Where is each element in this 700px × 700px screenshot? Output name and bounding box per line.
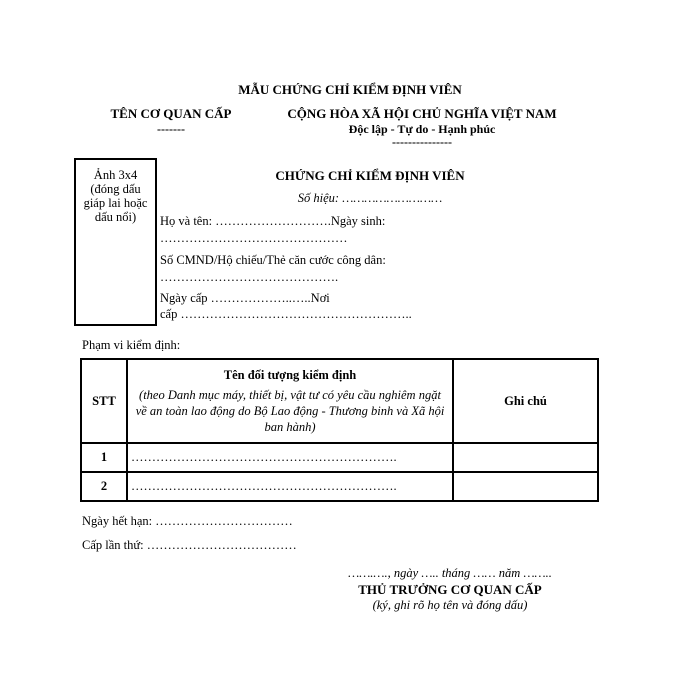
issue-count-field: Cấp lần thứ: ……………………………… <box>82 538 297 552</box>
issue-date-field: Ngày cấp ………………..…..Nơi <box>160 291 330 305</box>
full-name-field: Họ và tên: ……………………….Ngày sinh: <box>160 214 386 228</box>
issuer-name: TÊN CƠ QUAN CẤP <box>110 106 232 121</box>
photo-box-line: giáp lai hoặc <box>83 196 148 210</box>
nation-divider: --------------- <box>392 135 452 149</box>
scope-label: Phạm vi kiểm định: <box>82 338 181 352</box>
row-stt: 2 <box>81 472 127 501</box>
row-object: ………………………………………………………. <box>127 472 453 501</box>
table-row <box>81 443 598 472</box>
signer-title: THỦ TRƯỞNG CƠ QUAN CẤP <box>358 582 542 597</box>
photo-box-line: (đóng dấu <box>90 182 141 196</box>
photo-box <box>74 158 157 326</box>
place-date-line: …….…., ngày ….. tháng …… năm …….. <box>348 566 552 580</box>
serial-number-field: Số hiệu: ……………………… <box>297 191 443 205</box>
id-number-label: Số CMND/Hộ chiếu/Thẻ căn cước công dân: <box>160 253 386 267</box>
remarks-header: Ghi chú <box>453 359 598 443</box>
row-stt: 1 <box>81 443 127 472</box>
object-header-note: (theo Danh mục máy, thiết bị, vật tư có yêu cầu nghiêm ngặt về an toàn lao động do Bộ Lao động - Thương binh và Xã hội ban hành) <box>135 388 445 434</box>
scope-table <box>80 358 599 502</box>
table-row <box>81 472 598 501</box>
nation-name: CỘNG HÒA XÃ HỘI CHỦ NGHĨA VIỆT NAM <box>287 106 557 121</box>
document-title: MẪU CHỨNG CHỈ KIỂM ĐỊNH VIÊN <box>238 82 462 97</box>
object-header <box>127 359 453 443</box>
nation-motto: Độc lập - Tự do - Hạnh phúc <box>348 122 496 136</box>
id-number-field: ……………………………………. <box>160 270 339 284</box>
row-remarks <box>453 443 598 472</box>
stt-header: STT <box>81 359 127 443</box>
certificate-title: CHỨNG CHỈ KIỂM ĐỊNH VIÊN <box>275 168 465 183</box>
signature-note: (ký, ghi rõ họ tên và đóng dấu) <box>372 598 528 612</box>
photo-box-line: dấu nổi) <box>94 210 137 224</box>
row-remarks <box>453 472 598 501</box>
issuer-divider: ------- <box>157 122 185 136</box>
table-header-row <box>81 359 598 443</box>
birth-date-field: ……………………………………… <box>160 231 348 245</box>
row-object: ………………………………………………………. <box>127 443 453 472</box>
issue-place-field: cấp ……………………………………………….. <box>160 307 412 321</box>
object-header-title: Tên đối tượng kiểm định <box>223 368 357 382</box>
expiry-date-field: Ngày hết hạn: …………………………… <box>82 514 293 528</box>
photo-box-line: Ảnh 3x4 <box>93 168 138 182</box>
